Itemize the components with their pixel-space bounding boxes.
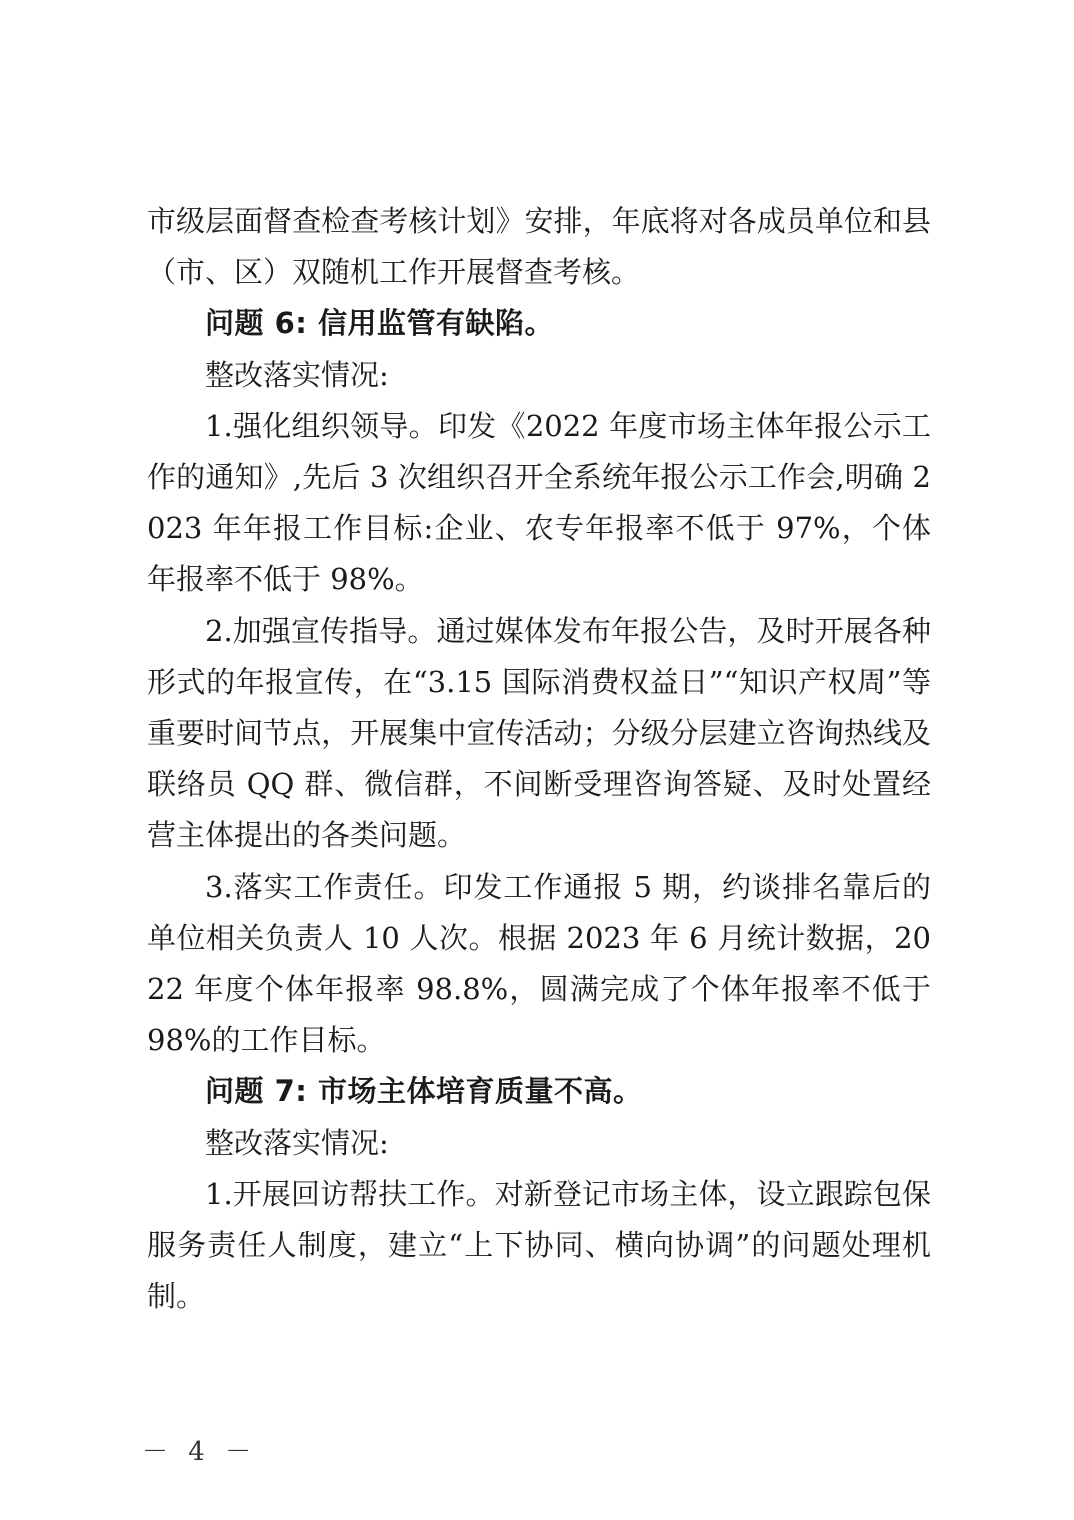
paragraph-7-1: 1.开展回访帮扶工作。对新登记市场主体，设立跟踪包保服务责任人制度，建立“上下协同、横向协调”的问题处理机制。 [147,1176,931,1314]
heading-issue-6: 问题 6: 信用监管有缺陷。 [205,306,554,341]
document-body [147,196,931,1322]
paragraph-continuation: 市级层面督查检查考核计划》安排，年底将对各成员单位和县（市、区）双随机工作开展督查考核。 [147,204,931,290]
rectification-intro-6: 整改落实情况: [205,357,389,392]
paragraph-6-2: 2.加强宣传指导。通过媒体发布年报公告，及时开展各种形式的年报宣传，在“3.15 国际消费权益日”“知识产权周”等重要时间节点，开展集中宣传活动；分级分层建立咨询热线及联络员 QQ 群、微信群，不间断受理咨询答疑、及时处置经营主体提出的各类问题。 [147,613,931,853]
paragraph-6-1: 1.强化组织领导。印发《2022 年度市场主体年报公示工作的通知》,先后 3 次组织召开全系统年报公示工作会,明确 2023 年年报工作目标:企业、农专年报率不低于 97%，个体年报率不低于 98%。 [147,408,931,597]
heading-issue-7: 问题 7: 市场主体培育质量不高。 [205,1074,643,1109]
rectification-intro-7: 整改落实情况: [205,1125,389,1160]
page-number: － 4 － [142,1437,258,1467]
paragraph-6-3: 3.落实工作责任。印发工作通报 5 期，约谈排名靠后的单位相关负责人 10 人次。根据 2023 年 6 月统计数据，2022 年度个体年报率 98.8%，圆满完成了个体年报率不低于 98%的工作目标。 [147,869,931,1058]
